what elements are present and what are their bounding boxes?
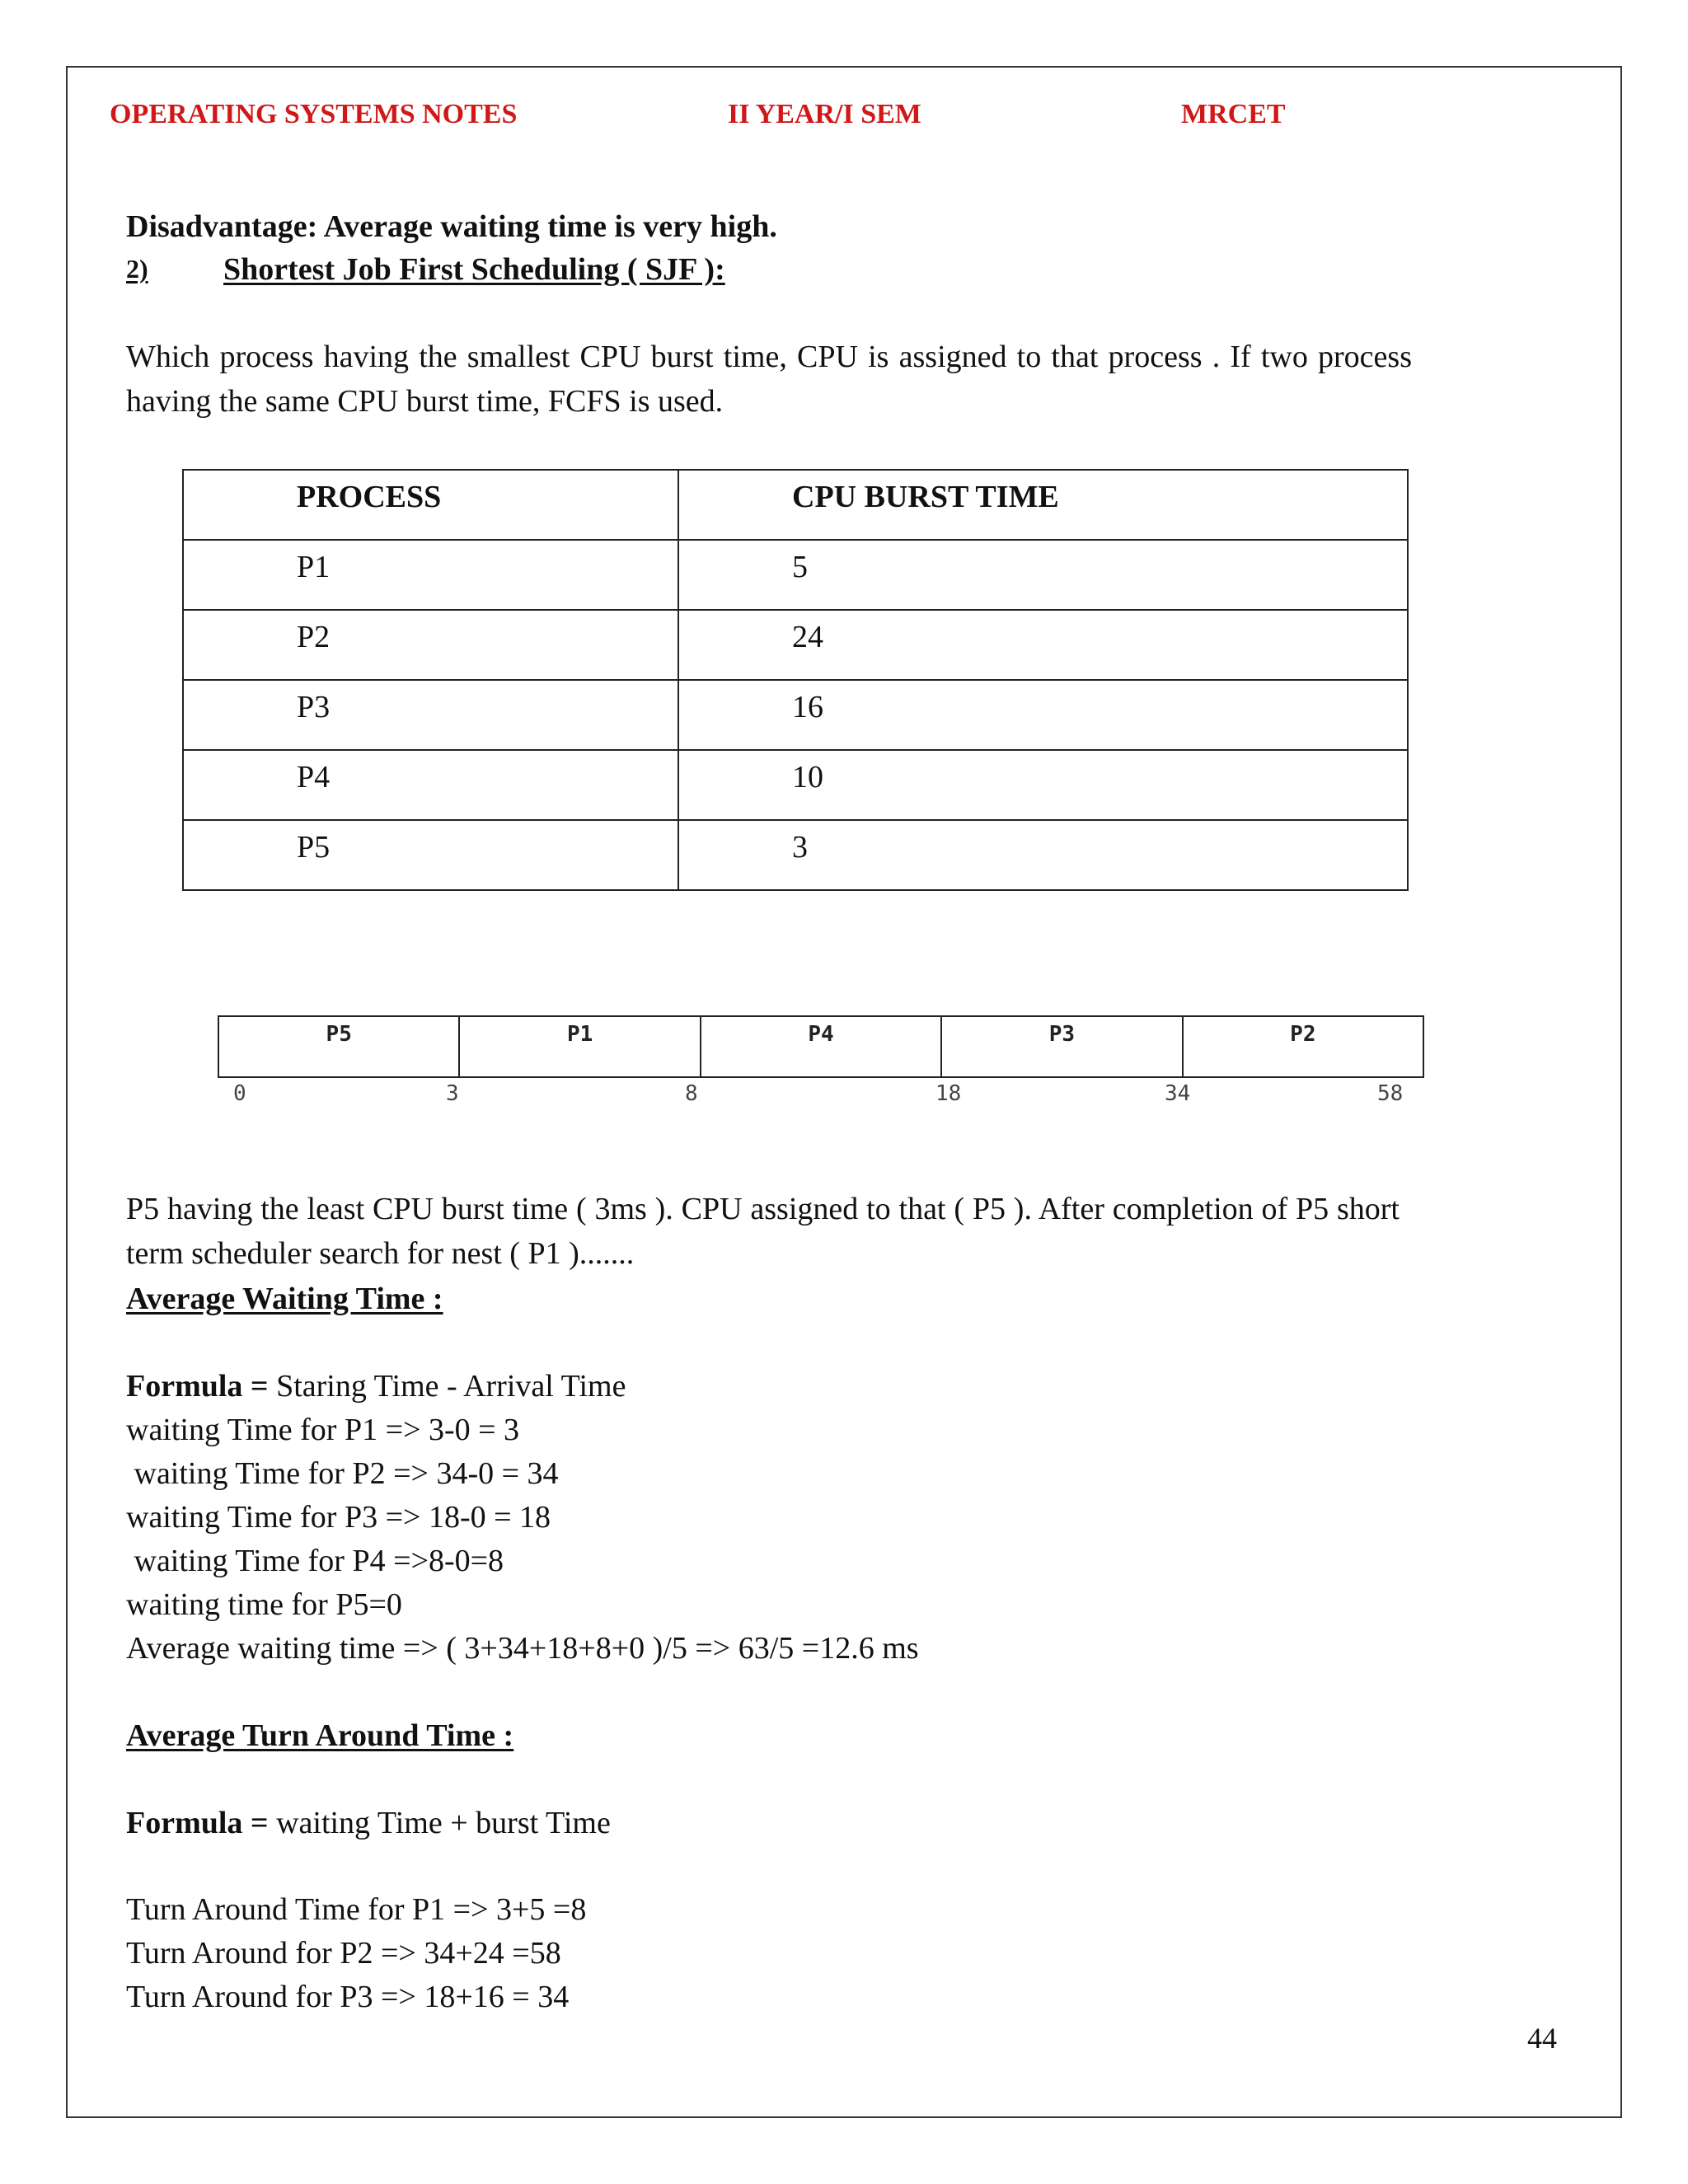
- process-table: [182, 469, 1409, 891]
- table-cell: 16: [678, 680, 1408, 750]
- section-title: Shortest Job First Scheduling ( SJF ):: [223, 252, 725, 287]
- table-cell: P4: [183, 750, 678, 820]
- gantt-block: P1: [460, 1017, 701, 1076]
- awt-heading: Average Waiting Time :: [126, 1282, 443, 1316]
- table-cell: 3: [678, 820, 1408, 890]
- table-row: [183, 750, 1408, 820]
- explanation-paragraph: P5 having the least CPU burst time ( 3ms ). CPU assigned to that ( P5 ). After completion of P5 short term scheduler search for nest ( P1 ).......: [126, 1192, 1400, 1271]
- table-row: [183, 610, 1408, 680]
- table-header-cell: CPU BURST TIME: [678, 470, 1408, 540]
- table-cell: P5: [183, 820, 678, 890]
- gantt-tick: 34: [1165, 1081, 1191, 1106]
- table-cell: 5: [678, 540, 1408, 610]
- table-cell: P2: [183, 610, 678, 680]
- att-line: Turn Around Time for P1 => 3+5 =8: [126, 1892, 587, 1927]
- gantt-block: P5: [219, 1017, 460, 1076]
- gantt-tick: 0: [233, 1081, 246, 1106]
- gantt-block: P4: [701, 1017, 942, 1076]
- table-cell: P3: [183, 680, 678, 750]
- awt-line: waiting Time for P2 => 34-0 = 34: [126, 1456, 559, 1491]
- gantt-block: P3: [942, 1017, 1183, 1076]
- att-heading: Average Turn Around Time :: [126, 1718, 514, 1753]
- awt-average-line: Average waiting time => ( 3+34+18+8+0 )/5 => 63/5 =12.6 ms: [126, 1631, 919, 1666]
- awt-line: waiting Time for P3 => 18-0 = 18: [126, 1500, 551, 1535]
- awt-line: waiting time for P5=0: [126, 1587, 402, 1622]
- gantt-tick: 58: [1377, 1081, 1404, 1106]
- awt-line: waiting Time for P4 =>8-0=8: [126, 1544, 504, 1578]
- intro-paragraph: Which process having the smallest CPU burst time, CPU is assigned to that process . If two process having the same CPU burst time, FCFS is used.: [126, 340, 1412, 419]
- gantt-tick: 18: [935, 1081, 962, 1106]
- table-header-cell: PROCESS: [183, 470, 678, 540]
- gantt-tick: 8: [685, 1081, 698, 1106]
- header-year-sem: II YEAR/I SEM: [728, 99, 921, 129]
- table-row: [183, 540, 1408, 610]
- disadvantage-line: Disadvantage: Average waiting time is very high.: [126, 209, 777, 244]
- section-number: 2): [126, 254, 148, 284]
- awt-line: waiting Time for P1 => 3-0 = 3: [126, 1413, 520, 1447]
- table-cell: P1: [183, 540, 678, 610]
- gantt-block: P2: [1290, 1022, 1316, 1047]
- gantt-tick: 3: [446, 1081, 459, 1106]
- att-line: Turn Around for P3 => 18+16 = 34: [126, 1980, 570, 2014]
- awt-formula: Formula = Staring Time - Arrival Time: [126, 1369, 626, 1404]
- header-institute: MRCET: [1181, 99, 1286, 129]
- header-course-title: OPERATING SYSTEMS NOTES: [110, 99, 518, 129]
- table-header-row: [183, 470, 1408, 540]
- page-number: 44: [1527, 2022, 1557, 2055]
- att-line: Turn Around for P2 => 34+24 =58: [126, 1936, 561, 1971]
- table-cell: 24: [678, 610, 1408, 680]
- att-formula: Formula = waiting Time + burst Time: [126, 1806, 611, 1840]
- table-cell: 10: [678, 750, 1408, 820]
- table-row: [183, 680, 1408, 750]
- table-row: [183, 820, 1408, 890]
- gantt-chart: [218, 1015, 1424, 1078]
